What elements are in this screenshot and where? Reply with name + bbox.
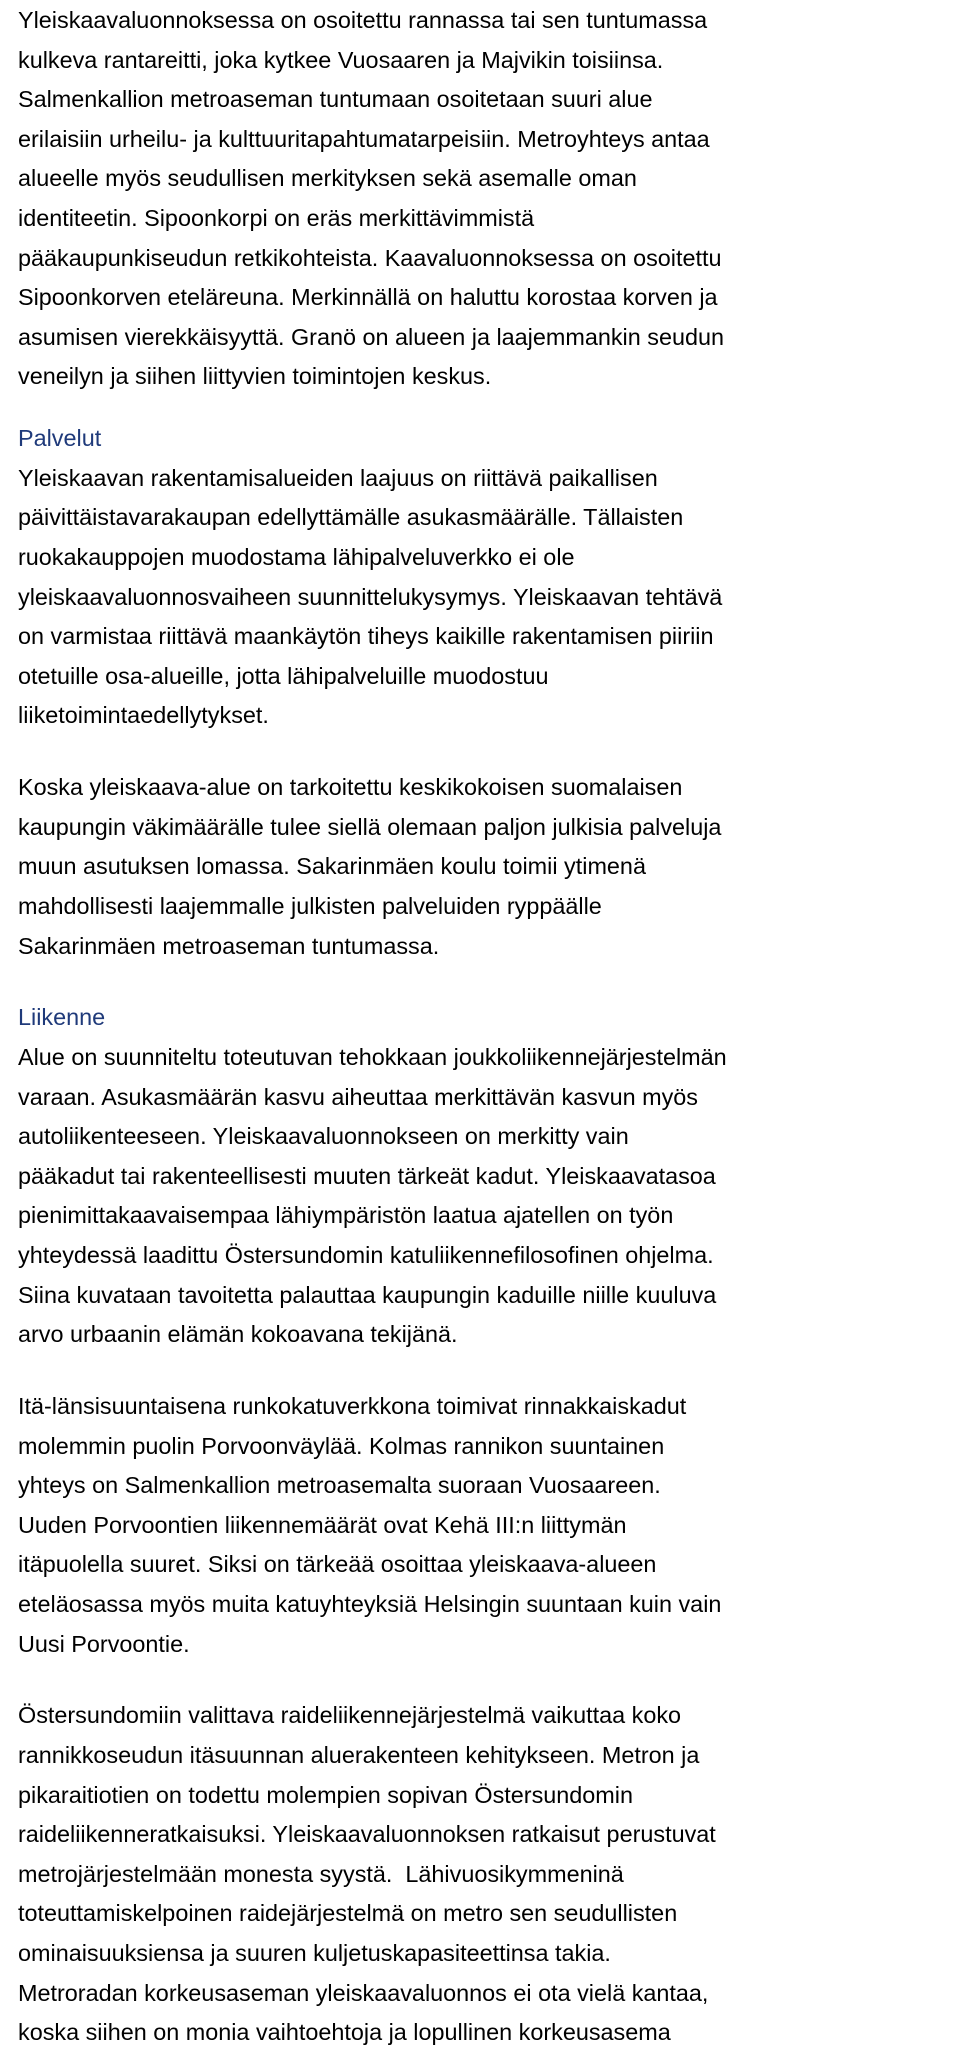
paragraph-line: muun asutuksen lomassa. Sakarinmäen koulu toimii ytimenä [18, 853, 646, 880]
paragraph-line: pikaraitiotien on todettu molempien sopivan Östersundomin [18, 1781, 633, 1808]
paragraph-line: yhteys on Salmenkallion metroasemalta suoraan Vuosaareen. [18, 1472, 661, 1499]
paragraph-line: koska siihen on monia vaihtoehtoja ja lopullinen korkeusasema [18, 2019, 671, 2046]
paragraph-line: Koska yleiskaava-alue on tarkoitettu keskikokoisen suomalaisen [18, 774, 683, 801]
paragraph-line: pienimittakaavaisempaa lähiympäristön laatua ajatellen on työn [18, 1202, 674, 1229]
paragraph-line: metrojärjestelmään monesta syystä. Lähivuosikymmeninä [18, 1860, 624, 1887]
paragraph-line: Siina kuvataan tavoitetta palauttaa kaupungin kaduille niille kuuluva [18, 1281, 717, 1308]
paragraph-line: Uuden Porvoontien liikennemäärät ovat Kehä III:n liittymän [18, 1511, 627, 1538]
paragraph-line: eteläosassa myös muita katuyhteyksiä Helsingin suuntaan kuin vain [18, 1591, 722, 1617]
paragraph-line: yleiskaavaluonnosvaiheen suunnittelukysymys. Yleiskaavan tehtävä [18, 583, 723, 610]
paragraph-line: ruokakauppojen muodostama lähipalveluverkko ei ole [18, 544, 575, 571]
paragraph-line: Itä-länsisuuntaisena runkokatuverkkona toimivat rinnakkaiskadut [18, 1393, 687, 1419]
paragraph-line: Metroradan korkeusaseman yleiskaavaluonnos ei ota vielä kantaa, [18, 1979, 709, 2006]
section-heading-palvelut: Palvelut [18, 425, 102, 452]
paragraph-line: Östersundomiin valittava raideliikennejärjestelmä vaikuttaa koko [18, 1702, 682, 1729]
paragraph-line: rannikkoseudun itäsuunnan aluerakenteen kehitykseen. Metron ja [18, 1741, 700, 1768]
paragraph-line: Sipoonkorven eteläreuna. Merkinnällä on haluttu korostaa korven ja [18, 284, 718, 311]
paragraph-line: Uusi Porvoontie. [18, 1630, 190, 1657]
section-heading-liikenne: Liikenne [18, 1004, 106, 1031]
paragraph-line: ominaisuuksiensa ja suuren kuljetuskapasiteettinsa takia. [18, 1939, 611, 1966]
paragraph-line: kaupungin väkimäärälle tulee siellä olemaan paljon julkisia palveluja [18, 813, 722, 840]
paragraph-line: asumisen vierekkäisyyttä. Granö on alueen ja laajemmankin seudun [18, 323, 725, 350]
paragraph-line: identiteetin. Sipoonkorpi on eräs merkittävimmistä [18, 205, 535, 231]
paragraph-line: päivittäistavarakaupan edellyttämälle asukasmäärälle. Tällaisten [18, 504, 684, 531]
paragraph-line: Yleiskaavan rakentamisalueiden laajuus on riittävä paikallisen [18, 464, 658, 491]
paragraph-line: pääkaupunkiseudun retkikohteista. Kaavaluonnoksessa on osoitettu [18, 244, 722, 271]
paragraph-line: molemmin puolin Porvoonväylää. Kolmas rannikon suuntainen [18, 1432, 665, 1459]
paragraph-line: yhteydessä laadittu Östersundomin katuliikennefilosofinen ohjelma. [18, 1242, 714, 1269]
paragraph-line: alueelle myös seudullisen merkityksen sekä asemalle oman [18, 165, 637, 192]
paragraph-line: raideliikenneratkaisuksi. Yleiskaavaluonnoksen ratkaisut perustuvat [18, 1821, 716, 1848]
paragraph-line: pääkadut tai rakenteellisesti muuten tärkeät kadut. Yleiskaavatasoa [18, 1162, 716, 1189]
paragraph-line: on varmistaa riittävä maankäytön tiheys kaikille rakentamisen piiriin [18, 623, 714, 650]
paragraph-line: autoliikenteeseen. Yleiskaavaluonnokseen on merkitty vain [18, 1123, 629, 1150]
paragraph-line: Salmenkallion metroaseman tuntumaan osoitetaan suuri alue [18, 86, 653, 113]
paragraph-line: veneilyn ja siihen liittyvien toimintojen keskus. [18, 363, 492, 390]
paragraph-line: mahdollisesti laajemmalle julkisten palveluiden ryppäälle [18, 893, 602, 920]
paragraph-line: liiketoimintaedellytykset. [18, 702, 269, 729]
paragraph-line: toteuttamiskelpoinen raidejärjestelmä on metro sen seudullisten [18, 1900, 678, 1927]
paragraph-line: Yleiskaavaluonnoksessa on osoitettu rannassa tai sen tuntumassa [18, 7, 708, 33]
paragraph-line: erilaisiin urheilu- ja kulttuuritapahtumatarpeisiin. Metroyhteys antaa [18, 125, 710, 152]
paragraph-line: Sakarinmäen metroaseman tuntumassa. [18, 932, 440, 959]
paragraph-line: kulkeva rantareitti, joka kytkee Vuosaaren ja Majvikin toisiinsa. [18, 46, 664, 73]
paragraph-line: arvo urbaanin elämän kokoavana tekijänä. [18, 1321, 458, 1348]
paragraph-line: varaan. Asukasmäärän kasvu aiheuttaa merkittävän kasvun myös [18, 1083, 698, 1110]
paragraph-line: otetuille osa-alueille, jotta lähipalveluille muodostuu [18, 662, 549, 689]
paragraph-line: Alue on suunniteltu toteutuvan tehokkaan joukkoliikennejärjestelmän [18, 1044, 727, 1071]
paragraph-line: itäpuolella suuret. Siksi on tärkeää osoittaa yleiskaava-alueen [18, 1551, 657, 1578]
